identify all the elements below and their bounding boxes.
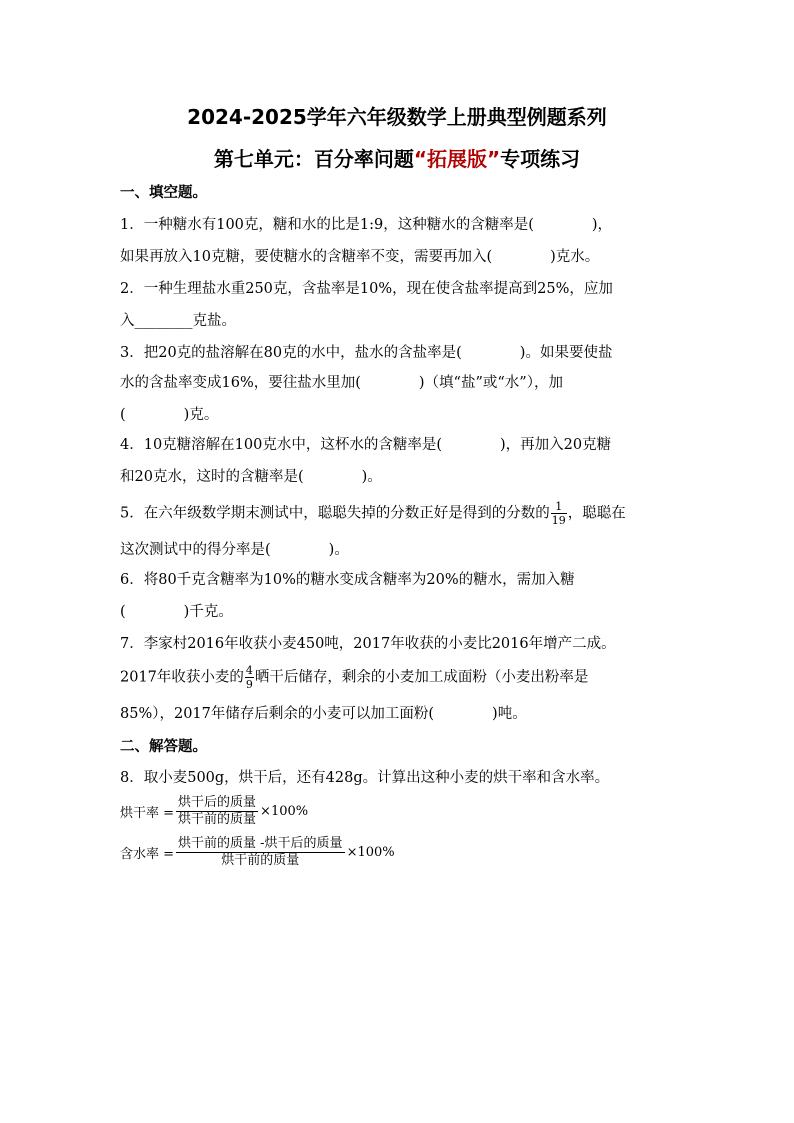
q4-line1: 4．10克糖溶解在100克水中，这杯水的含糖率是( )，再加入20克糖 (120, 437, 612, 453)
doc-title: 2024-2025学年六年级数学上册典型例题系列 (187, 105, 607, 129)
q7-frac-num: 4 (245, 664, 253, 677)
formula-drying-rate (120, 795, 308, 828)
q6-line1: 6．将80千克含糖率为10%的糖水变成含糖率为20%的糖水，需加入糖 (120, 572, 575, 588)
q3-line2: 水的含盐率变成16%，要往盐水里加( )（填“盐”或“水”），加 (120, 375, 563, 391)
q5-frac-den: 19 (551, 514, 566, 527)
q7-text-after: 晒干后储存，剩余的小麦加工成面粉（小麦出粉率是 (254, 669, 589, 686)
q7-line3: 85%），2017年储存后剩余的小麦可以加工面粉( )吨。 (120, 706, 527, 722)
q1-line1: 1．一种糖水有100克，糖和水的比是1:9，这种糖水的含糖率是( )， (120, 217, 613, 233)
formula1-label: 烘干率 = (120, 806, 175, 821)
q7-line1: 7．李家村2016年收获小麦450吨，2017年收获的小麦比2016年增产二成。 (120, 636, 616, 652)
q6-line2: ( )千克。 (120, 604, 233, 620)
doc-subtitle (0, 146, 794, 172)
q5-line1 (120, 500, 626, 527)
q7-line2 (120, 664, 588, 691)
formula1-suffix: ×100% (260, 804, 309, 819)
q5-text-before: 5．在六年级数学期末测试中，聪聪失掉的分数正好是得到的分数的 (120, 505, 550, 522)
q8-line1: 8．取小麦500g，烘干后，还有428g。计算出这种小麦的烘干率和含水率。 (120, 770, 610, 786)
q5-frac-num: 1 (551, 500, 567, 514)
q5-text-after: ，聪聪在 (567, 505, 626, 522)
formula2-denominator: 烘干前的质量 (221, 853, 300, 868)
q7-text-before: 2017年收获小麦的 (120, 669, 244, 686)
formula2-label: 含水率 = (120, 847, 175, 862)
formula-moisture-rate (120, 836, 395, 869)
formula2-suffix: ×100% (346, 845, 395, 860)
subtitle-main: 第七单元：百分率问题 (213, 147, 414, 171)
formula2-numerator: 烘干前的质量 -烘干后的质量 (178, 836, 343, 851)
formula1-denominator: 烘干前的质量 (178, 812, 257, 827)
q3-line3: ( )克。 (120, 407, 219, 423)
q4-line2: 和20克水，这时的含糖率是( )。 (120, 469, 382, 485)
subtitle-highlight: “拓展版” (413, 147, 501, 171)
q7-fraction (245, 664, 254, 691)
q5-fraction (551, 500, 567, 527)
section-answer-heading: 二、解答题。 (120, 739, 207, 755)
q7-frac-den: 9 (245, 678, 253, 691)
section-fill-heading: 一、填空题。 (120, 185, 207, 201)
formula2-fraction (176, 836, 345, 869)
formula1-numerator: 烘干后的质量 (178, 795, 257, 810)
q2-line2: 入________克盐。 (120, 313, 236, 329)
q3-line1: 3．把20克的盐溶解在80克的水中，盐水的含盐率是( )。如果要使盐 (120, 345, 613, 361)
q1-line2: 如果再放入10克糖，要使糖水的含糖率不变，需要再加入( )克水。 (120, 249, 600, 265)
q2-line1: 2．一种生理盐水重250克，含盐率是10%，现在使含盐率提高到25%，应加 (120, 281, 613, 297)
formula1-fraction (176, 795, 258, 828)
q5-line2: 这次测试中的得分率是( )。 (120, 542, 349, 558)
subtitle-tail: 专项练习 (500, 147, 581, 171)
